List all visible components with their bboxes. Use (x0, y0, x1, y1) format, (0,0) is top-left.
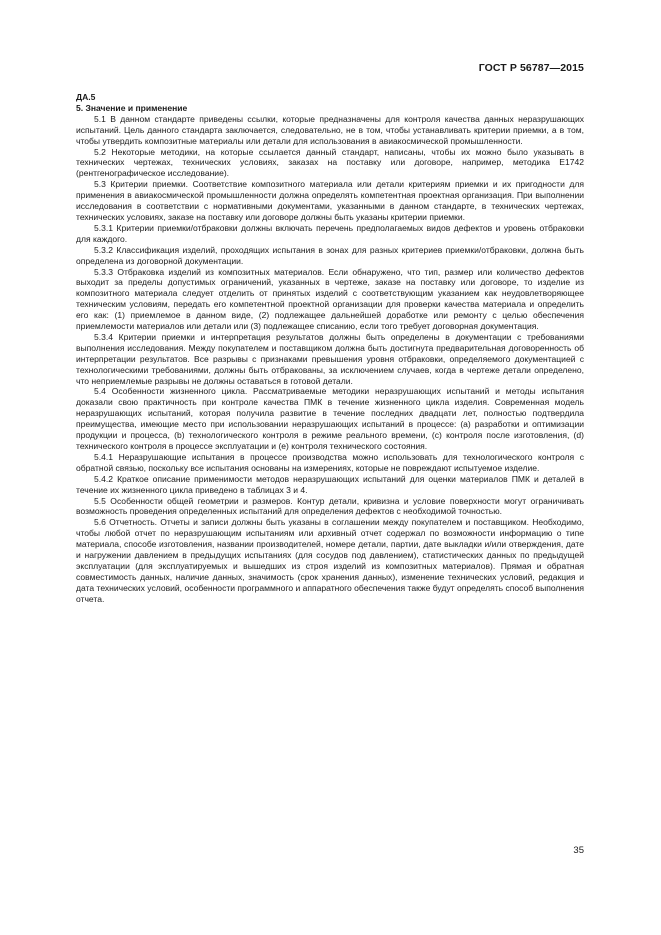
paragraph: 5.4.1 Неразрушающие испытания в процессе производства можно использовать для технологического контроля с обратной связью, поскольку все испытания основаны на измерениях, которые не повреждают испытуемое изделие. (76, 451, 584, 473)
paragraph: 5.1 В данном стандарте приведены ссылки, которые предназначены для контроля качества данных неразрушающих испытаний. Цель данного стандарта заключается, следовательно, не в том, чтобы устанавливать критерии приемки, а в том, чтобы утвердить композитные материалы или детали для использования в авиакосмической промышленности. (76, 113, 584, 146)
paragraph-list (76, 114, 584, 605)
paragraph: 5.3.3 Отбраковка изделий из композитных материалов. Если обнаружено, что тип, размер или количество дефектов выходит за пределы допустимых ограничений, указанных в чертеже, заказе на поставку или договоре, то изделие из композитного материала следует отделить от принятых изделий с соответствующим указанием как неудовлетворяющее техническим условиям, передать его компетентной проектной организации для проверки качества материала и определить его как: (1) приемлемое в данном виде, (2) подлежащее дальнейшей доработке или ремонту с целью обеспечения приемлемости материалов или детали или (3) подлежащее списанию, если того требует договорная документация. (76, 266, 584, 332)
standard-header: ГОСТ Р 56787—2015 (478, 62, 584, 74)
paragraph: 5.4 Особенности жизненного цикла. Рассматриваемые методики неразрушающих испытаний и методы испытания доказали свою практичность при контроле качества ПМК в течение жизненного цикла изделия. Современная модель неразрушающих испытаний, которая получила развитие в течение последних двадцати лет, полностью подтвердила преимущества, имеющие место при использовании неразрушающих испытаний в процессе: (а) разработки и оптимизации продукции и процесса, (b) технологического контроля в режиме реального времени, (с) контроля после изготовления, (d) технического контроля в процессе эксплуатации и (е) контроля технического состояния. (76, 386, 584, 451)
paragraph: 5.3 Критерии приемки. Соответствие композитного материала или детали критериям приемки и их пригодности для применения в авиакосмической промышленности должна определять компетентная проектная организация. При выполнении исследования в соответствии с нормативными документами, указанными в данном стандарте, в технических чертежах, технических условиях, заказе на поставку или договоре должны быть указаны критерии приемки. (76, 179, 584, 222)
paragraph: 5.3.1 Критерии приемки/отбраковки должны включать перечень предполагаемых видов дефектов и уровень отбраковки для каждого. (76, 222, 584, 244)
section-id: ДА.5 (76, 92, 96, 102)
main-content (76, 92, 584, 605)
paragraph: 5.5 Особенности общей геометрии и размеров. Контур детали, кривизна и условие поверхности могут ограничивать возможность проведения определенных испытаний для определения дефектов с необходимой точностью. (76, 495, 584, 517)
paragraph: 5.3.4 Критерии приемки и интерпретация результатов должны быть определены в документации с требованиями выполнения исследования. Между покупателем и поставщиком должна быть достигнута предварительная договоренность об интерпретации результатов. Все разрывы с признаками превышения уровня отбраковки, определяемого документацией с технологическими требованиями, должны быть отбракованы, за исключением случаев, когда в чертеже детали определено, что неприемлемые разрывы не должны оставаться в готовой детали. (76, 331, 584, 386)
paragraph: 5.6 Отчетность. Отчеты и записи должны быть указаны в соглашении между покупателем и поставщиком. Необходимо, чтобы любой отчет по неразрушающим испытаниям или архивный отчет содержал по возможности информацию о типе материала, способе изготовления, названии производителей, номере детали, партии, дате выкладки и/или отверждения, дате и нагружении давлением в предыдущих испытаниях (для сосудов под давлением), статистических данных по предыдущей эксплуатации (для эксплуатируемых и вышедших из строя изделий из композитных материалов). Прямая и обратная совместимость данных, наличие данных, значимость (срок хранения данных), изменение технических условий, редакция и дата технических условий, особенности программного и аппаратного обеспечения также будут определять способ выполнения отчета. (76, 517, 584, 604)
paragraph: 5.4.2 Краткое описание применимости методов неразрушающих испытаний для оценки материалов ПМК и деталей в течение их жизненного цикла приведено в таблицах 3 и 4. (76, 473, 584, 495)
paragraph: 5.2 Некоторые методики, на которые ссылается данный стандарт, написаны, чтобы их можно было указывать в технических чертежах, технических условиях, заказах на поставку или договоре, например, методика Е1742 (рентгенографическое исследование). (76, 146, 584, 179)
section-title: 5. Значение и применение (76, 102, 188, 113)
page-number: 35 (573, 845, 584, 856)
paragraph: 5.3.2 Классификация изделий, проходящих испытания в зонах для разных критериев приемки/отбраковки, должна быть определена из договорной документации. (76, 244, 584, 266)
